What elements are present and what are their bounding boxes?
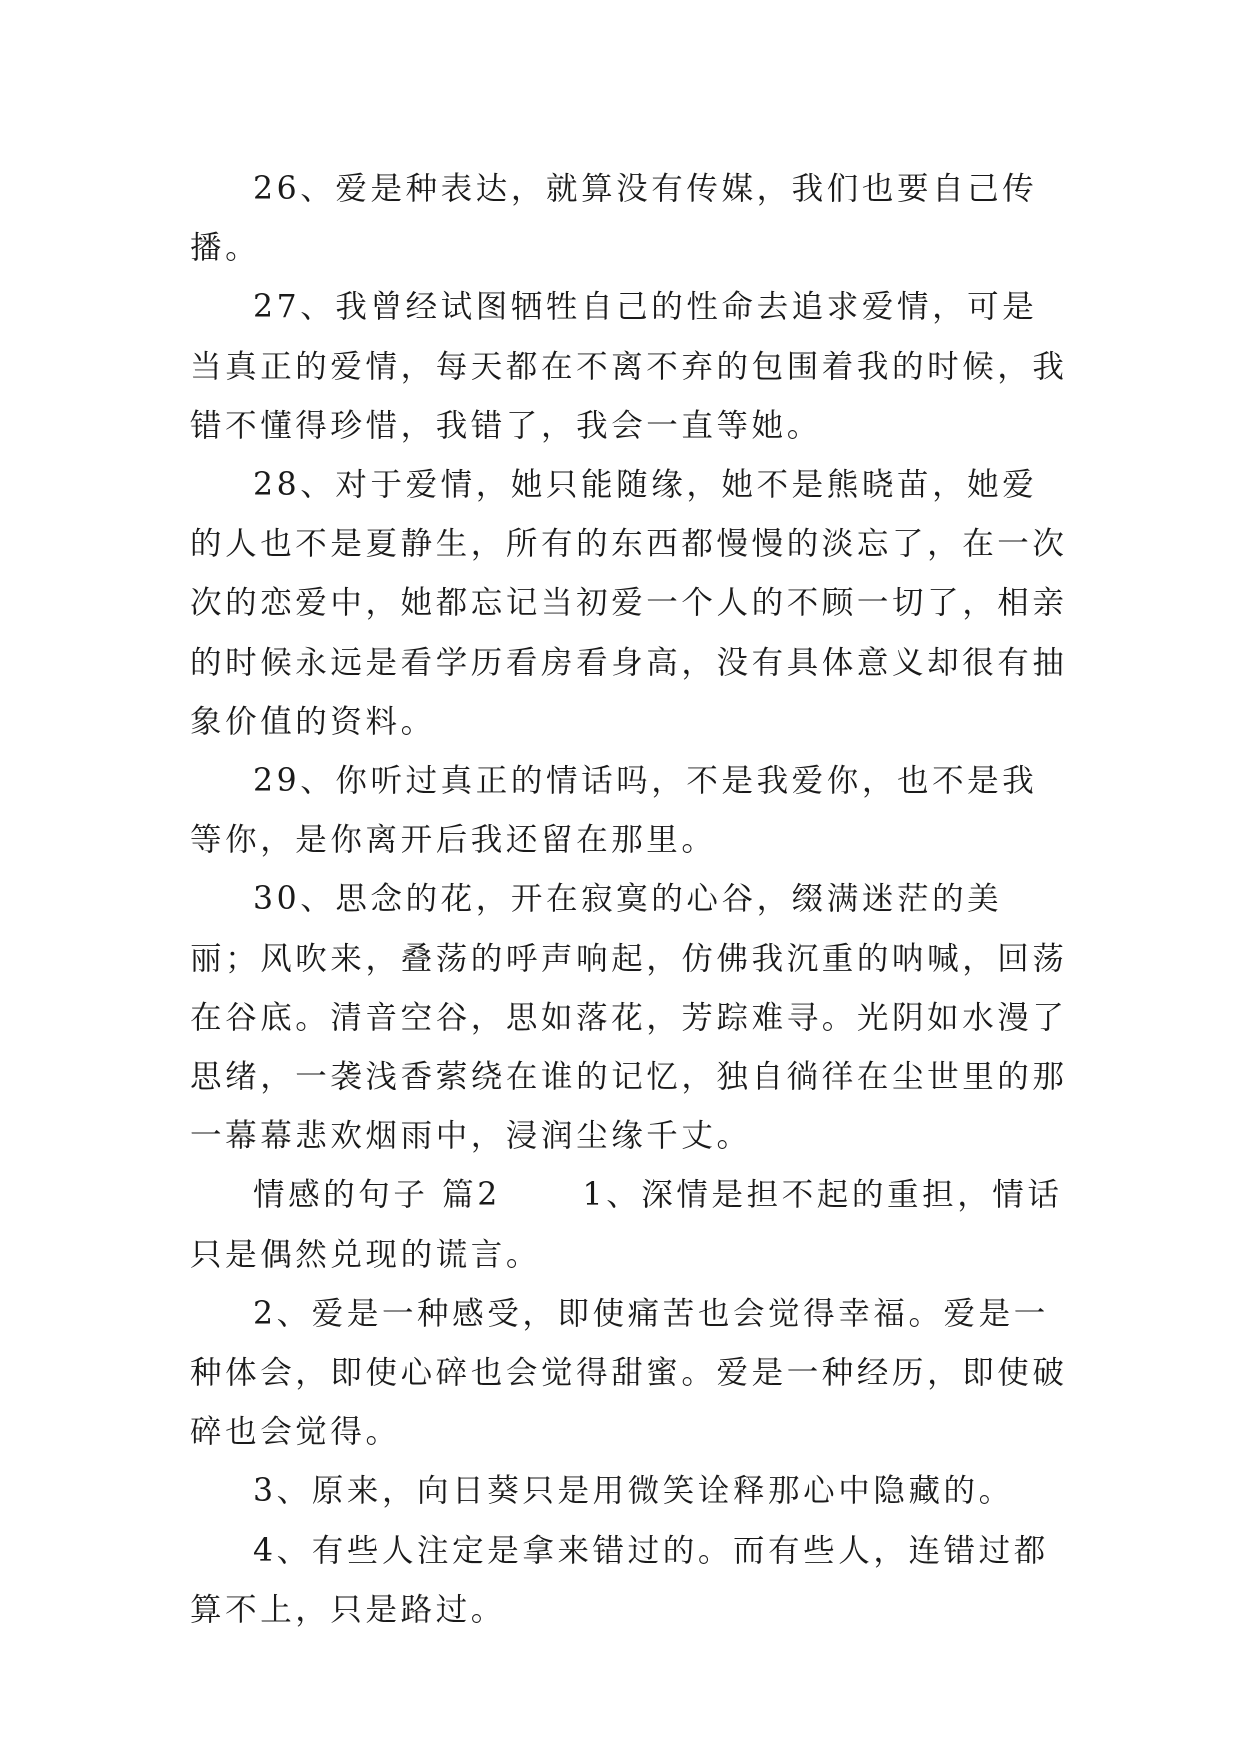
paragraph-30: 30、思念的花，开在寂寞的心谷，缀满迷茫的美丽；风吹来，叠荡的呼声响起，仿佛我沉重的呐喊，回荡在谷底。清音空谷，思如落花，芳踪难寻。光阴如水漫了思绪，一袭浅香萦绕在谁的记忆，独自徜徉在尘世里的那一幕幕悲欢烟雨中，浸润尘缘千丈。 [190,881,1068,1155]
paragraph-26: 26、爱是种表达，就算没有传媒，我们也要自己传播。 [190,171,1038,267]
section-heading: 情感的句子 篇2 [253,1177,501,1214]
paragraph-3: 3、原来，向日葵只是用微笑诠释那心中隐藏的。 [253,1473,1014,1510]
paragraph-2: 2、爱是一种感受，即使痛苦也会觉得幸福。爱是一种体会，即使心碎也会觉得甜蜜。爱是一种经历，即使破碎也会觉得。 [190,1295,1068,1451]
document-body [190,160,1070,1640]
paragraph-28: 28、对于爱情，她只能随缘，她不是熊晓苗，她爱的人也不是夏静生，所有的东西都慢慢的淡忘了，在一次次的恋爱中，她都忘记当初爱一个人的不顾一切了，相亲的时候永远是看学历看房看身高，没有具体意义却很有抽象价值的资料。 [190,467,1068,740]
paragraph-4: 4、有些人注定是拿来错过的。而有些人，连错过都算不上，只是路过。 [190,1532,1049,1628]
section-2-paragraph [190,1166,1070,1284]
paragraph-29: 29、你听过真正的情话吗，不是我爱你，也不是我等你，是你离开后我还留在那里。 [190,763,1038,859]
paragraph-27: 27、我曾经试图牺牲自己的性命去追求爱情，可是当真正的爱情，每天都在不离不弃的包围着我的时候，我错不懂得珍惜，我错了，我会一直等她。 [190,289,1068,444]
section-2-item-1: 1、深情是担不起的重担，情话只是偶然兑现的谎言。 [190,1177,1063,1273]
